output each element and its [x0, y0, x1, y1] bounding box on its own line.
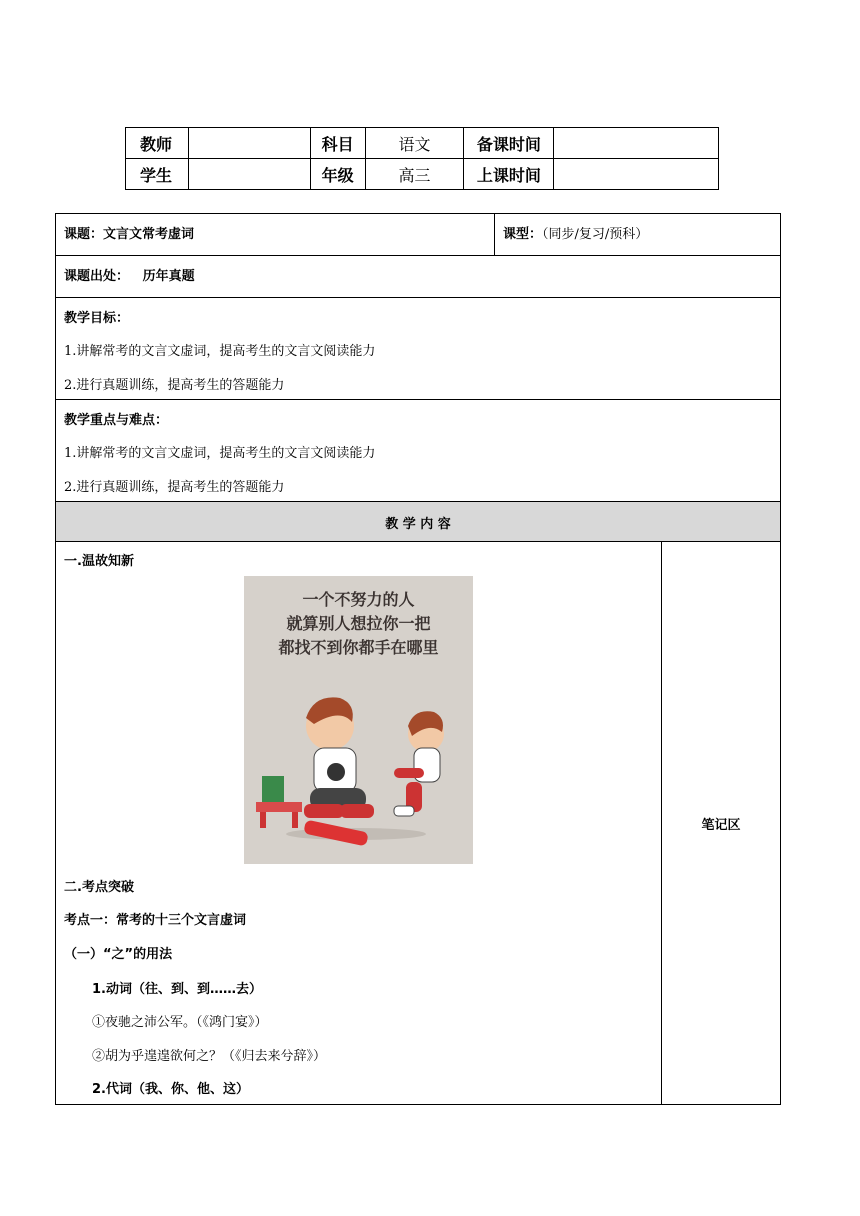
sub-heading: （一）“之”的用法	[64, 947, 173, 962]
lesson-source: 课题出处： 历年真题	[64, 269, 195, 284]
teacher-value	[188, 128, 310, 159]
header-table	[125, 127, 719, 190]
section-review: 一.温故知新	[64, 554, 134, 569]
grade-value: 高三	[365, 159, 464, 190]
image-caption-line: 都找不到你都手在哪里	[278, 638, 439, 657]
point-heading: 考点一：常考的十三个文言虚词	[64, 913, 247, 928]
image-caption-line: 一个不努力的人	[302, 590, 415, 609]
motivational-illustration	[244, 576, 473, 864]
class-time-value	[554, 159, 719, 190]
prep-time-value	[554, 128, 719, 159]
prep-time-label: 备课时间	[464, 128, 554, 159]
grade-label: 年级	[310, 159, 365, 190]
student-value	[188, 159, 310, 190]
teacher-label: 教师	[126, 128, 189, 159]
keypoints-title: 教学重点与难点：	[64, 413, 169, 428]
example-sentence: ②胡为乎遑遑欲何之？（《归去来兮辞》）	[92, 1049, 327, 1064]
lesson-type: 课型：（同步/复习/预科）	[503, 227, 649, 242]
section-breakthrough: 二.考点突破	[64, 880, 134, 895]
goal-item: 1.讲解常考的文言文虚词，提高考生的文言文阅读能力	[64, 344, 376, 359]
keypoint-item: 2.进行真题训练，提高考生的答题能力	[64, 480, 285, 495]
keypoint-item: 1.讲解常考的文言文虚词，提高考生的文言文阅读能力	[64, 446, 376, 461]
notes-area-label: 笔记区	[701, 818, 741, 833]
image-caption-line: 就算别人想拉你一把	[286, 614, 431, 633]
content-header: 教 学 内 容	[385, 517, 451, 532]
class-time-label: 上课时间	[464, 159, 554, 190]
subject-value: 语文	[365, 128, 464, 159]
subject-label: 科目	[310, 128, 365, 159]
goals-title: 教学目标：	[64, 311, 130, 326]
lesson-topic: 课题：文言文常考虚词	[64, 227, 195, 242]
example-sentence: ①夜驰之沛公军。（《鸿门宴》）	[92, 1015, 268, 1030]
student-label: 学生	[126, 159, 189, 190]
goal-item: 2.进行真题训练，提高考生的答题能力	[64, 378, 285, 393]
usage-item: 1.动词（往、到、到……去）	[92, 982, 262, 997]
usage-item: 2.代词（我、你、他、这）	[92, 1082, 249, 1097]
